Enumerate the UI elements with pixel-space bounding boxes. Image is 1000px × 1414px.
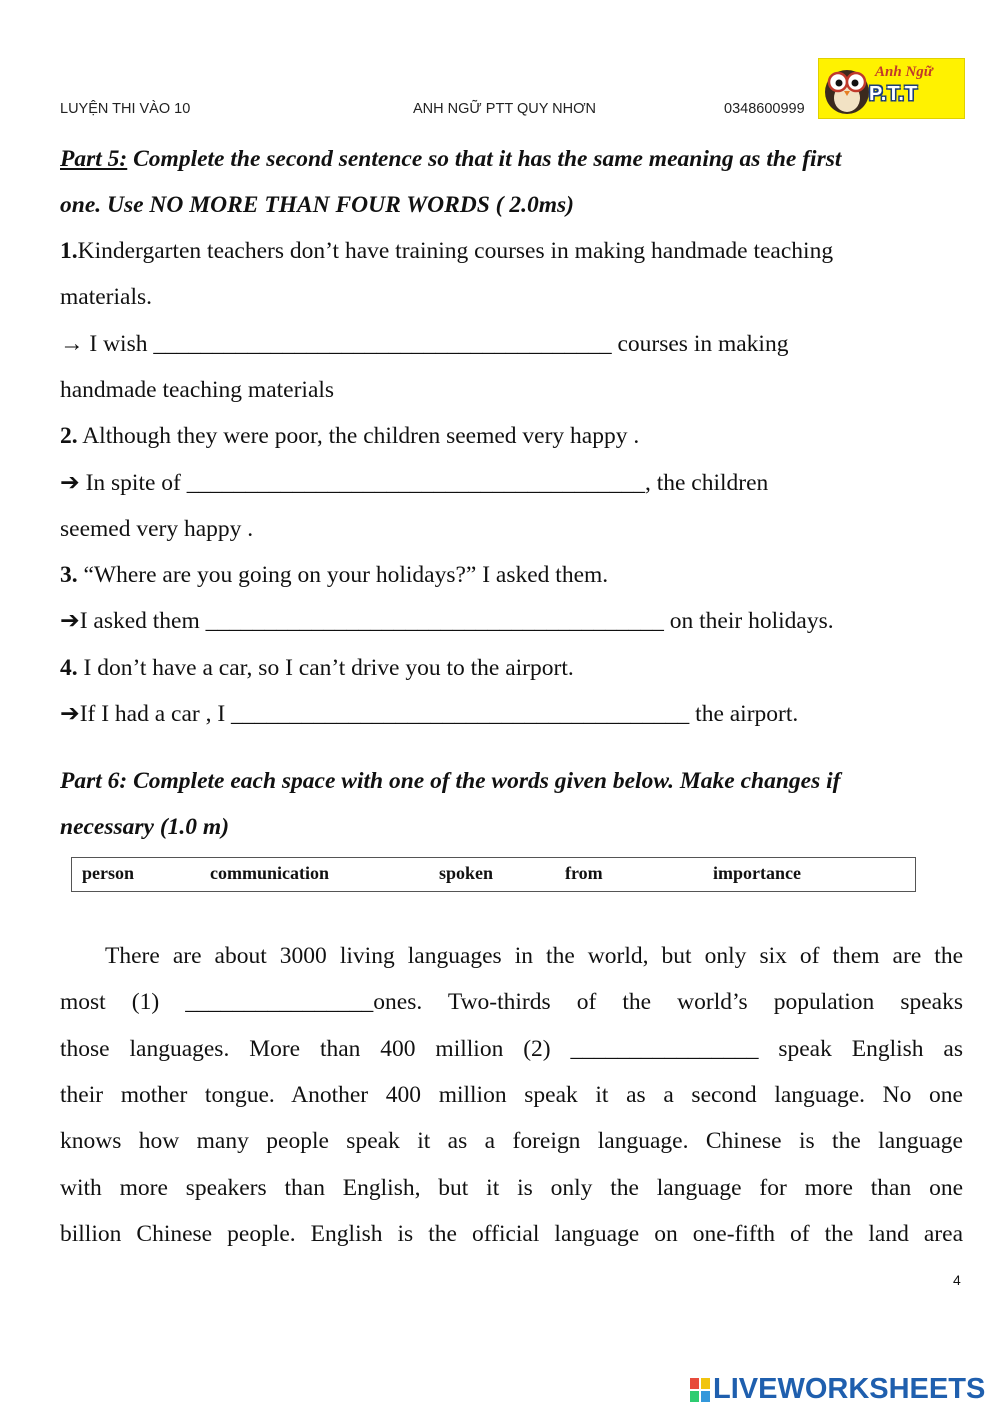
part5-label: Part 5: bbox=[60, 146, 128, 172]
q1-answer-line2: handmade teaching materials bbox=[60, 377, 335, 403]
word-option: from bbox=[565, 863, 603, 883]
logo-text-top: Anh Ngữ bbox=[875, 64, 933, 80]
q4-line bbox=[60, 654, 574, 682]
q4-number: 4. bbox=[60, 655, 78, 681]
q4-answer-line[interactable]: ➔If I had a car , I _______________________________________ the airport. bbox=[60, 701, 799, 727]
q3-answer-line[interactable]: ➔I asked them _______________________________________ on their holidays. bbox=[60, 608, 834, 634]
q2-answer-line1[interactable]: ➔ In spite of _______________________________________, the children bbox=[60, 470, 769, 496]
q1-line2: materials. bbox=[60, 284, 153, 310]
logo-text-bottom: P.T.T bbox=[869, 83, 919, 105]
word-option: person bbox=[82, 863, 135, 883]
word-option: importance bbox=[713, 863, 801, 883]
q3-number: 3. bbox=[60, 562, 78, 588]
page-number: 4 bbox=[953, 1272, 961, 1288]
word-option: communication bbox=[210, 863, 329, 883]
q2-number: 2. bbox=[60, 423, 78, 449]
part5-instruction-line2: one. Use NO MORE THAN FOUR WORDS ( 2.0ms) bbox=[60, 192, 575, 218]
part6-instruction-line2: necessary (1.0 m) bbox=[60, 814, 230, 840]
q2-text: Although they were poor, the children seemed very happy . bbox=[77, 423, 640, 449]
logo bbox=[818, 58, 965, 119]
part5-instruction-line1 bbox=[60, 145, 841, 173]
part5-instruction-1: Complete the second sentence so that it has the same meaning as the first bbox=[127, 146, 842, 172]
passage-line: their mother tongue. Another 400 million speak it as a second language. No one bbox=[60, 1082, 963, 1108]
header-phone: 0348600999 bbox=[724, 101, 805, 117]
part6-instruction-line1: Part 6: Complete each space with one of the words given below. Make changes if bbox=[60, 768, 841, 794]
liveworksheets-text: LIVEWORKSHEETS bbox=[713, 1373, 986, 1405]
q3-line bbox=[60, 561, 608, 589]
q1-answer-line1[interactable]: → I wish _______________________________________ courses in making bbox=[60, 331, 789, 357]
q1-line1 bbox=[60, 237, 833, 265]
passage-line: with more speakers than English, but it is only the language for more than one bbox=[60, 1175, 963, 1201]
owl-icon bbox=[821, 60, 873, 117]
q1-number: 1. bbox=[60, 238, 78, 264]
passage-line: knows how many people speak it as a foreign language. Chinese is the language bbox=[60, 1128, 963, 1154]
word-box bbox=[71, 857, 916, 892]
passage-line: those languages. More than 400 million (2) ________________ speak English as bbox=[60, 1036, 963, 1062]
passage-line: billion Chinese people. English is the official language on one-fifth of the land area bbox=[60, 1221, 963, 1247]
q2-answer-line2: seemed very happy . bbox=[60, 516, 254, 542]
q2-line bbox=[60, 422, 639, 450]
q1-text: Kindergarten teachers don’t have training courses in making handmade teaching bbox=[77, 238, 834, 264]
header-left: LUYỆN THI VÀO 10 bbox=[60, 101, 191, 117]
word-option: spoken bbox=[439, 863, 494, 883]
q3-text: “Where are you going on your holidays?” I asked them. bbox=[77, 562, 609, 588]
liveworksheets-icon bbox=[690, 1378, 710, 1402]
q4-text: I don’t have a car, so I can’t drive you to the airport. bbox=[77, 655, 574, 681]
header-center: ANH NGỮ PTT QUY NHƠN bbox=[413, 101, 596, 117]
passage-line: There are about 3000 living languages in the world, but only six of them are the bbox=[105, 943, 963, 969]
liveworksheets-watermark[interactable] bbox=[690, 1373, 985, 1406]
passage-line: most (1) ________________ones. Two-thirds of the world’s population speaks bbox=[60, 989, 963, 1015]
